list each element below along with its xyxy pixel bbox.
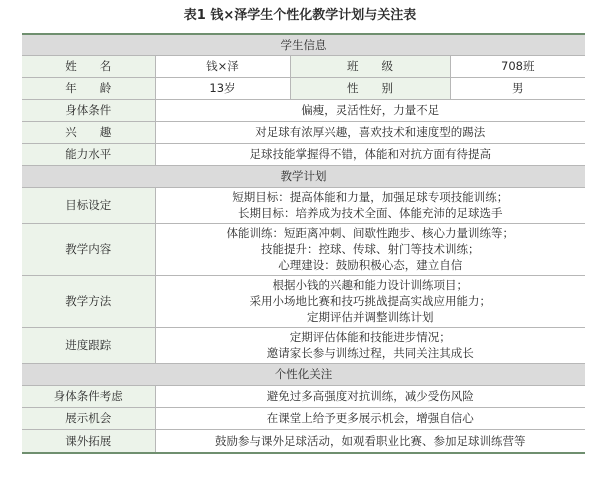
- method-label: 教学方法: [22, 275, 155, 327]
- age-label: 年 龄: [22, 77, 155, 99]
- progress-line: 定期评估体能和技能进步情况；: [289, 330, 451, 344]
- class-value: 708班: [450, 55, 585, 77]
- goal-line: 短期目标：提高体能和力量，加强足球专项技能训练；: [232, 190, 509, 204]
- gender-value: 男: [450, 77, 585, 99]
- content-value: [155, 223, 585, 275]
- interest-label: 兴 趣: [22, 121, 155, 143]
- content-line: 体能训练：短距离冲刺、间歇性跑步、核心力量训练等；: [226, 226, 514, 240]
- extracurricular-label: 课外拓展: [22, 429, 155, 453]
- body-condition-label: 身体条件: [22, 99, 155, 121]
- section-teaching-plan: 教学计划: [22, 165, 585, 187]
- method-value: [155, 275, 585, 327]
- name-value: 钱×泽: [155, 55, 290, 77]
- progress-label: 进度跟踪: [22, 327, 155, 363]
- goal-label: 目标设定: [22, 187, 155, 223]
- content-line: 心理建设：鼓励积极心态，建立自信: [278, 258, 463, 272]
- section-personal-care: 个性化关注: [22, 363, 585, 385]
- plan-table: [22, 33, 585, 454]
- showcase-value: 在课堂上给予更多展示机会，增强自信心: [155, 407, 585, 429]
- ability-label: 能力水平: [22, 143, 155, 165]
- method-line: 定期评估并调整训练计划: [307, 310, 434, 324]
- progress-line: 邀请家长参与训练过程，共同关注其成长: [266, 346, 474, 360]
- method-line: 根据小钱的兴趣和能力设计训练项目；: [272, 278, 468, 292]
- age-value: 13岁: [155, 77, 290, 99]
- content-line: 技能提升：控球、传球、射门等技术训练；: [261, 242, 480, 256]
- goal-value: [155, 187, 585, 223]
- name-label: 姓 名: [22, 55, 155, 77]
- method-line: 采用小场地比赛和技巧挑战提高实战应用能力；: [249, 294, 491, 308]
- body-consideration-label: 身体条件考虑: [22, 385, 155, 407]
- content-label: 教学内容: [22, 223, 155, 275]
- goal-line: 长期目标：培养成为技术全面、体能充沛的足球选手: [238, 206, 503, 220]
- body-consideration-value: 避免过多高强度对抗训练，减少受伤风险: [155, 385, 585, 407]
- table-caption: 表1 钱×泽学生个性化教学计划与关注表: [183, 8, 417, 23]
- interest-value: 对足球有浓厚兴趣，喜欢技术和速度型的踢法: [155, 121, 585, 143]
- class-label: 班 级: [290, 55, 450, 77]
- section-student-info: 学生信息: [22, 34, 585, 55]
- ability-value: 足球技能掌握得不错，体能和对抗方面有待提高: [155, 143, 585, 165]
- progress-value: [155, 327, 585, 363]
- gender-label: 性 别: [290, 77, 450, 99]
- showcase-label: 展示机会: [22, 407, 155, 429]
- extracurricular-value: 鼓励参与课外足球活动，如观看职业比赛、参加足球训练营等: [155, 429, 585, 453]
- body-condition-value: 偏瘦，灵活性好，力量不足: [155, 99, 585, 121]
